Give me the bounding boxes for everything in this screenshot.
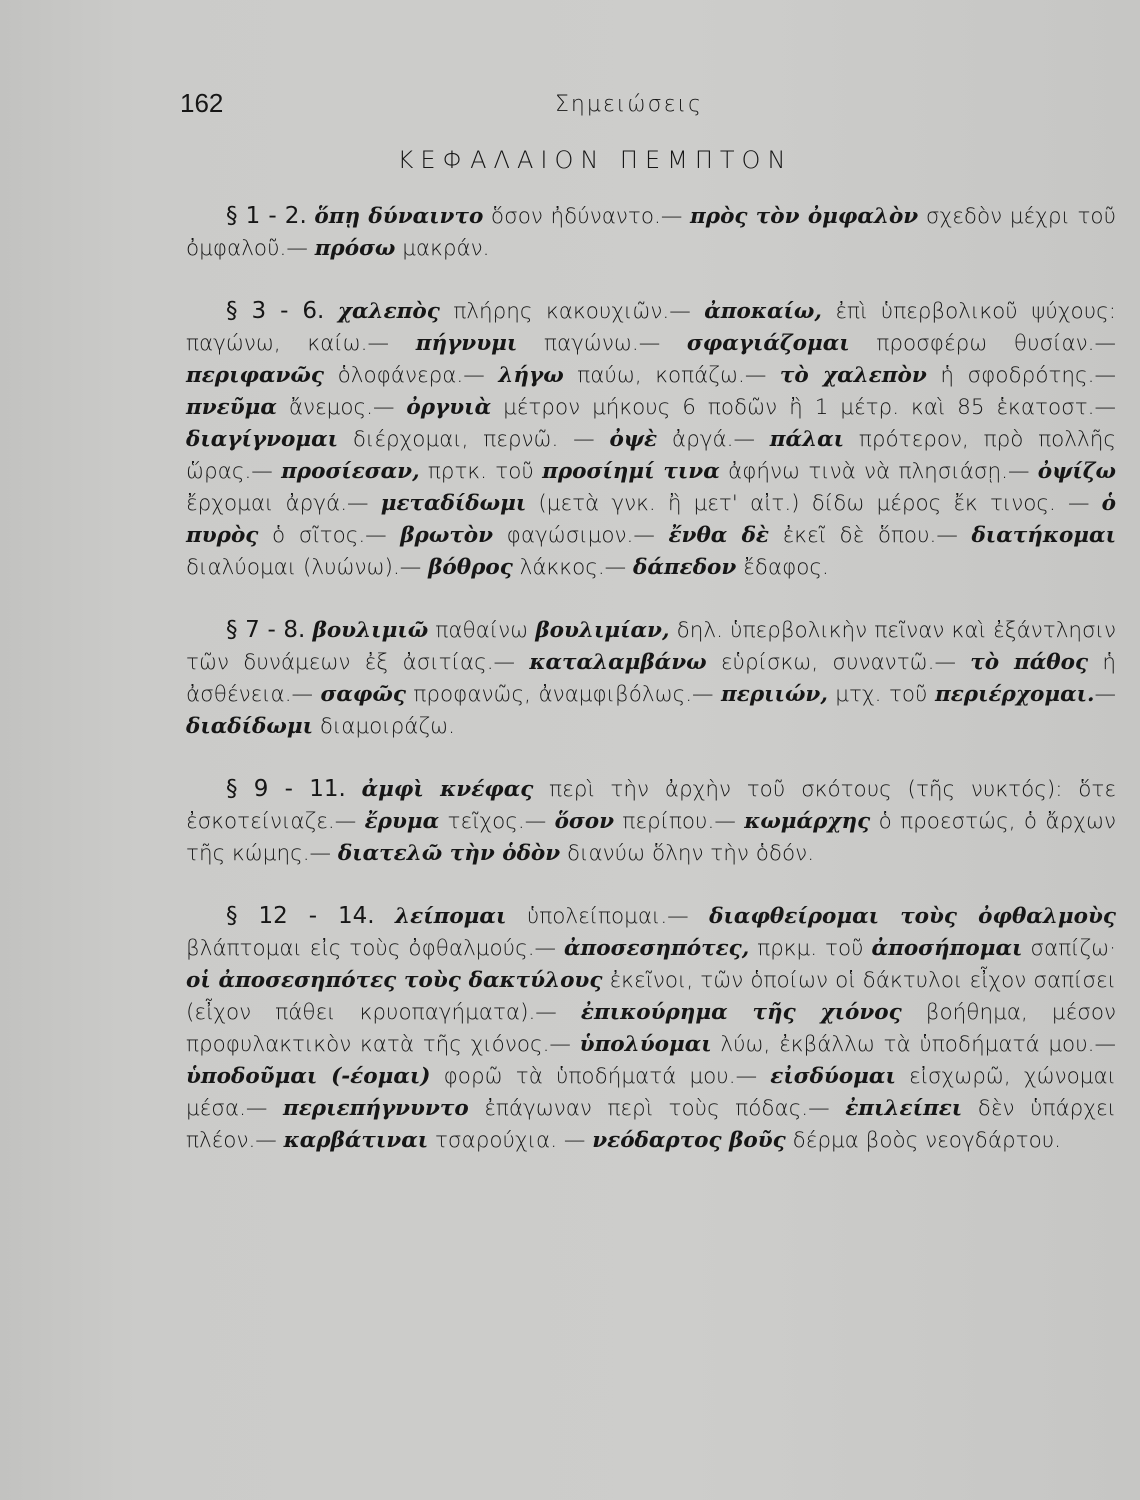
gloss-text: πρκμ. τοῦ bbox=[749, 936, 872, 961]
gloss-text: διαμοιράζω. bbox=[312, 714, 455, 739]
section-reference: § 7 - 8. bbox=[226, 617, 306, 643]
headword: διαφθείρομαι τοὺς ὀφθαλμοὺς bbox=[709, 904, 1116, 929]
headword: πάλαι bbox=[769, 427, 845, 452]
gloss-text: (μετὰ γνκ. ἢ μετ' αἰτ.) δίδω μέρος ἔκ τινος. — bbox=[526, 491, 1102, 516]
headword: πνεῦμα bbox=[186, 395, 277, 420]
note-paragraph bbox=[186, 900, 1116, 1157]
headword: τὸ χαλεπὸν bbox=[779, 363, 927, 388]
gloss-text: μέτρον μήκους 6 ποδῶν ἢ 1 μέτρ. καὶ 85 ἑκατοστ.— bbox=[491, 395, 1116, 420]
running-head: Σημειώσεις bbox=[555, 92, 703, 117]
headword: ἀμφὶ κνέφας bbox=[361, 777, 534, 802]
headword: ἀποσεσηπότες, bbox=[564, 936, 750, 961]
headword: περιιών, bbox=[721, 682, 828, 707]
gloss-text: ἄνεμος.— bbox=[276, 395, 407, 420]
section-reference: § 3 - 6. bbox=[226, 298, 325, 324]
gloss-text: μτχ. τοῦ bbox=[827, 682, 935, 707]
gloss-text: ἀφήνω τινὰ νὰ πλησιάσῃ.— bbox=[719, 459, 1038, 484]
headword: σφαγιάζομαι bbox=[686, 331, 850, 356]
gloss-text: εὑρίσκω, συναντῶ.— bbox=[706, 650, 971, 675]
headword: διαδίδωμι bbox=[186, 714, 313, 739]
gloss-text: ὅσον ἠδύναντο.— bbox=[483, 204, 691, 229]
headword: πρὸς τὸν ὀμφαλὸν bbox=[690, 204, 919, 229]
gloss-text: φορῶ τὰ ὑποδήματά μου.— bbox=[430, 1064, 771, 1089]
gloss-text: διαλύομαι (λυώνω).— bbox=[186, 555, 429, 580]
gloss-text: βοήθημα, μέσον προφυλακτικὸν κατὰ τῆς χιόνος.— bbox=[186, 1000, 1116, 1057]
gloss-text: ἐκεῖ δὲ ὅπου.— bbox=[769, 523, 972, 548]
note-paragraph bbox=[186, 200, 1116, 265]
gloss-text: παύω, κοπάζω.— bbox=[563, 363, 780, 388]
gloss-text bbox=[346, 777, 362, 802]
headword: τὸ πάθος bbox=[970, 650, 1089, 675]
gloss-text: ἐπὶ ὑπερβολικοῦ ψύχους: παγώνω, καίω.— bbox=[186, 299, 1117, 356]
gloss-text: σχεδὸν μέχρι τοῦ ὀμφαλοῦ.— bbox=[186, 204, 1117, 261]
headword: χαλεπὸς bbox=[337, 299, 440, 324]
gloss-text: ἡ σφοδρότης.— bbox=[926, 363, 1117, 388]
gloss-text: λάκκος.— bbox=[512, 555, 634, 580]
chapter-title: ΚΕΦΑΛΑΙΟΝ ΠΕΜΠΤΟΝ bbox=[397, 146, 793, 174]
gloss-text: διανύω ὅλην τὴν ὁδόν. bbox=[560, 841, 815, 866]
headword: ὀψίζω bbox=[1037, 459, 1116, 484]
headword: ἐπιλείπει bbox=[845, 1096, 963, 1121]
headword: ὀψὲ bbox=[609, 427, 658, 452]
gloss-text: ἔδαφος. bbox=[736, 555, 829, 580]
gloss-text: εἰσχωρῶ, χώνομαι μέσα.— bbox=[186, 1064, 1116, 1121]
section-reference: § 1 - 2. bbox=[226, 203, 307, 229]
note-paragraph bbox=[186, 295, 1116, 584]
gloss-text: ἐκεῖνοι, τῶν ὁποίων οἱ δάκτυλοι εἶχον σαπίσει (εἶχον πάθει κρυοπαγήματα).— bbox=[186, 968, 1116, 1025]
headword: λήγω bbox=[498, 363, 564, 388]
headword: ὀργυιὰ bbox=[406, 395, 492, 420]
note-paragraph bbox=[186, 773, 1116, 870]
headword: προσίεσαν, bbox=[281, 459, 420, 484]
gloss-text: προφανῶς, ἀναμφιβόλως.— bbox=[405, 682, 722, 707]
headword: περιέρχομαι. bbox=[934, 682, 1095, 707]
headword: ἀποκαίω, bbox=[704, 299, 822, 324]
headword: κωμάρχης bbox=[744, 809, 871, 834]
headword: διαγίγνομαι bbox=[186, 427, 339, 452]
gloss-text: πλήρης κακουχιῶν.— bbox=[439, 299, 705, 324]
headword: νεόδαρτος βοῦς bbox=[592, 1128, 786, 1153]
headword: σαφῶς bbox=[320, 682, 406, 707]
headword: περιφανῶς bbox=[186, 363, 324, 388]
headword: καταλαμβάνω bbox=[529, 650, 707, 675]
headword: διατήκομαι bbox=[971, 523, 1116, 548]
headword: πρόσω bbox=[314, 236, 396, 261]
gloss-text bbox=[305, 618, 312, 643]
headword: οἱ ἀποσεσηπότες τοὺς δακτύλους bbox=[186, 968, 603, 993]
headword: ἐπικούρημα τῆς χιόνος bbox=[580, 1000, 902, 1025]
gloss-text: δηλ. ὑπερβολικὴν πεῖναν καὶ ἐξάντλησιν τῶν δυνάμεων ἐξ ἀσιτίας.— bbox=[186, 618, 1117, 675]
gloss-text: ὁ σῖτος.— bbox=[258, 523, 401, 548]
headword: προσίημί τινα bbox=[542, 459, 720, 484]
gloss-text: δέρμα βοὸς νεογδάρτου. bbox=[785, 1128, 1062, 1153]
gloss-text: ἐπάγωναν περὶ τοὺς πόδας.— bbox=[468, 1096, 846, 1121]
gloss-text: παθαίνω bbox=[428, 618, 536, 643]
headword: ἔνθα δὲ bbox=[668, 523, 769, 548]
gloss-text: παγώνω.— bbox=[517, 331, 687, 356]
gloss-text: δὲν ὑπάρχει πλέον.— bbox=[186, 1096, 1116, 1153]
headword: λείπομαι bbox=[395, 904, 507, 929]
section-reference: § 12 - 14. bbox=[226, 903, 375, 929]
headword: ὑποδοῦμαι (-έομαι) bbox=[186, 1064, 431, 1089]
headword: ὑπολύομαι bbox=[579, 1032, 712, 1057]
gloss-text: ἀργά.— bbox=[657, 427, 770, 452]
gloss-text: σαπίζω· bbox=[1022, 936, 1116, 961]
headword: μεταδίδωμι bbox=[380, 491, 527, 516]
gloss-text bbox=[324, 299, 338, 324]
gloss-text: ὑπολείπομαι.— bbox=[506, 904, 710, 929]
headword: δάπεδον bbox=[633, 555, 737, 580]
page-number: 162 bbox=[180, 88, 224, 118]
headword: περιεπήγνυντο bbox=[283, 1096, 469, 1121]
headword: βρωτὸν bbox=[400, 523, 494, 548]
gloss-text: βλάπτομαι εἰς τοὺς ὀφθαλμούς.— bbox=[186, 936, 564, 961]
headword: καρβάτιναι bbox=[283, 1128, 429, 1153]
headword: ὅσον bbox=[554, 809, 615, 834]
headword: ὅπῃ δύναιντο bbox=[314, 204, 484, 229]
headword: ἔρυμα bbox=[364, 809, 440, 834]
gloss-text: περὶ τὴν ἀρχὴν τοῦ σκότους (τῆς νυκτός): ὅτε ἐσκοτείνιαζε.— bbox=[186, 777, 1116, 834]
headword: ἀποσήπομαι bbox=[871, 936, 1023, 961]
headword: βουλιμίαν, bbox=[535, 618, 670, 643]
section-reference: § 9 - 11. bbox=[226, 776, 346, 802]
gloss-text: ὁλοφάνερα.— bbox=[324, 363, 499, 388]
gloss-text: περίπου.— bbox=[614, 809, 745, 834]
headword: εἰσδύομαι bbox=[770, 1064, 896, 1089]
gloss-text: φαγώσιμον.— bbox=[493, 523, 669, 548]
gloss-text: προσφέρω θυσίαν.— bbox=[849, 331, 1116, 356]
gloss-text: διέρχομαι, περνῶ. — bbox=[338, 427, 610, 452]
headword: ὁ πυρὸς bbox=[186, 491, 1116, 548]
gloss-text: ἡ ἀσθένεια.— bbox=[186, 650, 1117, 707]
headword: βόθρος bbox=[428, 555, 513, 580]
gloss-text: τεῖχος.— bbox=[439, 809, 555, 834]
gloss-text: πρτκ. τοῦ bbox=[419, 459, 543, 484]
headword: διατελῶ τὴν ὁδὸν bbox=[337, 841, 561, 866]
notes-body bbox=[186, 200, 1116, 1187]
gloss-text bbox=[375, 904, 396, 929]
gloss-text: τσαρούχια. — bbox=[428, 1128, 593, 1153]
gloss-text: μακράν. bbox=[395, 236, 490, 261]
gloss-text: ὁ προεστώς, ὁ ἄρχων τῆς κώμης.— bbox=[186, 809, 1116, 866]
note-paragraph bbox=[186, 614, 1116, 743]
page-header bbox=[0, 88, 1140, 128]
gloss-text: — bbox=[1094, 682, 1116, 707]
gloss-text: λύω, ἐκβάλλω τὰ ὑποδήματά μου.— bbox=[711, 1032, 1116, 1057]
headword: βουλιμιῶ bbox=[312, 618, 429, 643]
gloss-text: ἔρχομαι ἀργά.— bbox=[186, 491, 381, 516]
gloss-text: πρότερον, πρὸ πολλῆς ὥρας.— bbox=[186, 427, 1117, 484]
headword: πήγνυμι bbox=[415, 331, 518, 356]
